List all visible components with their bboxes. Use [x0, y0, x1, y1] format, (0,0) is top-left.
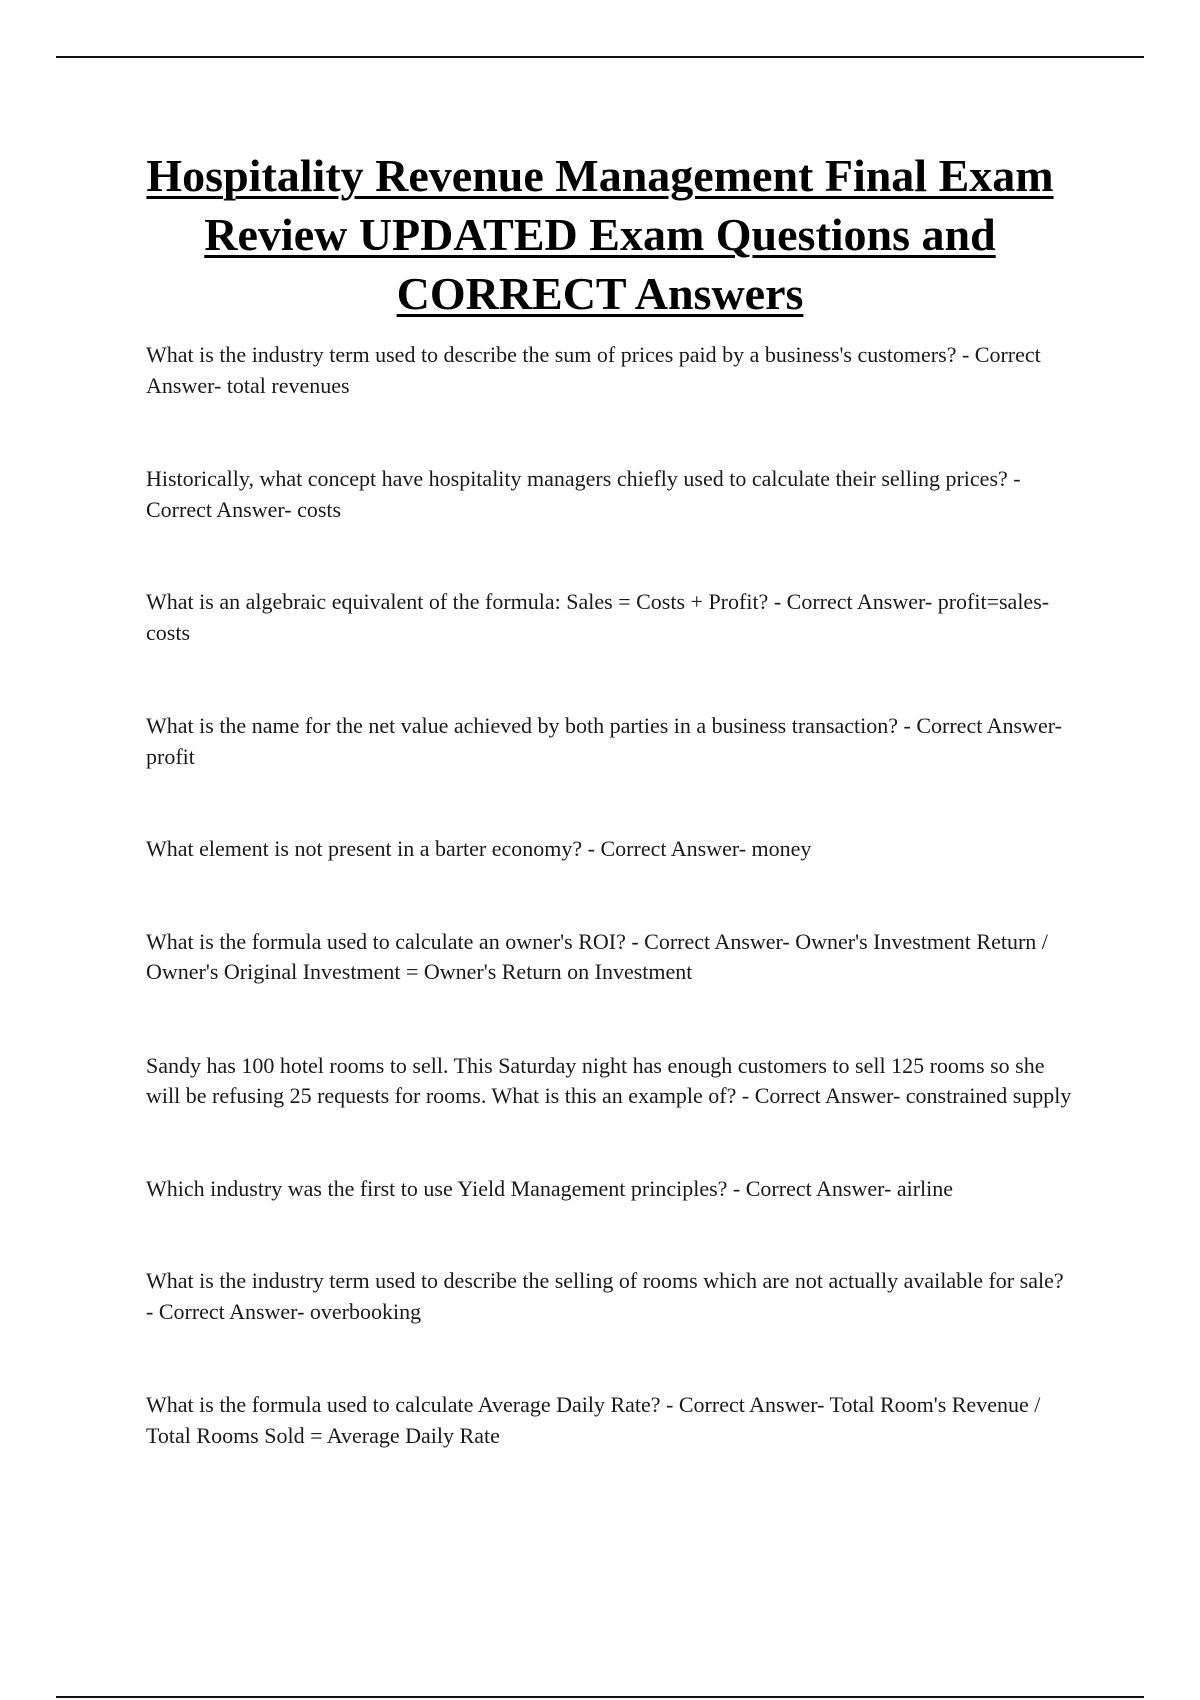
qa-item: What element is not present in a barter economy? - Correct Answer- money — [146, 836, 812, 861]
qa-item: What is the formula used to calculate Average Daily Rate? - Correct Answer- Total Room's Revenue / Total Rooms Sold = Average Daily Rate — [146, 1392, 1041, 1448]
qa-item: What is the industry term used to describe the sum of prices paid by a business's customers? - Correct Answer- total revenues — [146, 342, 1041, 398]
qa-item: Historically, what concept have hospitality managers chiefly used to calculate their selling prices? - Correct Answer- costs — [146, 466, 1021, 522]
qa-item: Which industry was the first to use Yield Management principles? - Correct Answer- airline — [146, 1175, 954, 1201]
footer-rule — [56, 1696, 1144, 1698]
qa-item: What is the name for the net value achieved by both parties in a business transaction? - Correct Answer- profit — [146, 713, 1062, 769]
header-rule — [56, 56, 1144, 58]
qa-item: What is an algebraic equivalent of the formula: Sales = Costs + Profit? - Correct Answer- profit=sales-costs — [146, 589, 1050, 645]
qa-list — [146, 340, 1076, 1451]
qa-item: What is the formula used to calculate an owner's ROI? - Correct Answer- Owner's Investment Return / Owner's Original Investment = Owner's Return on Investment — [146, 928, 1048, 984]
qa-item: Sandy has 100 hotel rooms to sell. This Saturday night has enough customers to sell 125 rooms so she will be refusing 25 requests for rooms. What is this an example of? - Correct Answer- constrained supply — [146, 1052, 1072, 1108]
qa-item: What is the industry term used to describe the selling of rooms which are not actually available for sale? - Correct Answer- overbooking — [146, 1268, 1064, 1324]
document-title: Hospitality Revenue Management Final Exam Review UPDATED Exam Questions and CORRECT Answers — [146, 150, 1054, 319]
